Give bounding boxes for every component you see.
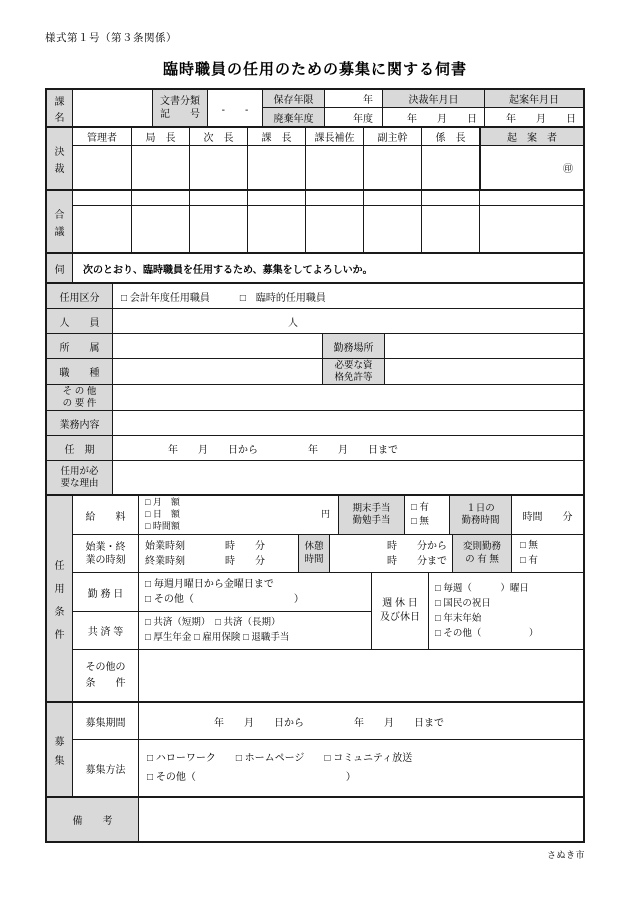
holiday-option-newyear: □ 年末年始 xyxy=(435,613,482,624)
license-field xyxy=(384,359,583,384)
remarks-field xyxy=(138,798,583,841)
mutual-aid-line2: □ 厚生年金 □ 雇用保険 □ 退職手当 xyxy=(145,631,290,643)
inquiry-text: 次のとおり、臨時職員を任用するため、募集をしてよろしいか。 xyxy=(72,254,583,282)
retention-column xyxy=(262,90,324,126)
stamp-cell xyxy=(189,146,247,189)
term-field: 年 月 日から 年 月 日まで xyxy=(112,436,583,460)
retention-label: 保存年限 xyxy=(263,90,324,107)
salary-unit: 円 xyxy=(320,509,330,520)
job-type-label: 職 種 xyxy=(47,359,112,384)
conditions-section xyxy=(47,494,583,701)
section-name-char: 名 xyxy=(54,112,65,124)
consultation-cell xyxy=(305,206,363,252)
headcount-field: 人 xyxy=(112,309,583,333)
section-name-label xyxy=(47,90,72,126)
recruitment-method-label: 募集方法 xyxy=(85,764,126,776)
stamp-cell xyxy=(421,146,479,189)
consultation-cell xyxy=(421,206,479,252)
recruitment-method-options xyxy=(138,740,583,796)
recruitment-option-line1: □ ハローワーク □ ホームページ □ コミュニティ放送 xyxy=(147,753,413,764)
salary-option-hourly: □ 時間額 xyxy=(145,520,180,531)
disposal-unit: 年度 xyxy=(325,107,382,126)
consultation-section-label: 合 議 xyxy=(47,191,72,252)
approval-section xyxy=(47,126,583,189)
doc-class-label: 文書分類 記 号 xyxy=(152,90,207,126)
remarks-section xyxy=(47,796,583,841)
irregular-work-options xyxy=(511,535,583,572)
approver-col-fukushukan: 副主幹 xyxy=(363,128,421,145)
holiday-option-weekly: □ 毎週（ ）曜日 xyxy=(435,582,529,594)
term-label: 任 期 xyxy=(47,436,112,460)
weekly-holiday-label: 週 休 日 及び休日 xyxy=(371,573,428,649)
approval-header-row xyxy=(73,128,583,145)
consultation-cell xyxy=(479,191,583,205)
affiliation-label: 所 属 xyxy=(47,334,112,358)
job-type-field xyxy=(112,359,322,384)
consultation-cell xyxy=(131,191,189,205)
work-hours-label: 始業・終 業の時刻 xyxy=(85,541,126,566)
consultation-cell xyxy=(363,191,421,205)
salary-label: 給 料 xyxy=(85,511,126,523)
weekly-holiday-options xyxy=(428,573,583,649)
consultation-cell xyxy=(247,191,305,205)
form-number: 様式第１号（第３条関係） xyxy=(45,32,177,44)
stamp-cell xyxy=(73,146,131,189)
reason-field xyxy=(112,461,583,494)
row-recruitment-period xyxy=(73,703,583,739)
form-table xyxy=(45,88,585,843)
daily-hours-label: １日の 勤務時間 xyxy=(449,496,511,534)
stamp-cell xyxy=(363,146,421,189)
approver-col-kakaricho: 係 長 xyxy=(421,128,479,145)
draft-date-value: 年 月 日 xyxy=(485,107,583,126)
approver-col-jicho: 次 長 xyxy=(189,128,247,145)
row-other-requirements xyxy=(47,384,583,410)
work-hours-fields xyxy=(138,535,298,572)
workdays-option-weekday: □ 毎週月曜日から金曜日まで xyxy=(145,578,274,590)
other-requirements-field xyxy=(112,385,583,410)
disposal-label: 廃棄年度 xyxy=(263,107,324,126)
consultation-cell xyxy=(73,206,131,252)
approver-col-kanrisha: 管理者 xyxy=(87,133,117,144)
recruitment-section-label: 募 集 xyxy=(47,703,72,796)
holiday-option-national: □ 国民の祝日 xyxy=(435,597,491,609)
detail-section xyxy=(47,282,583,494)
allowance-yes: □ 有 xyxy=(411,501,429,513)
recruitment-period-field: 年 月 日から 年 月 日まで xyxy=(138,703,583,739)
workplace-label: 勤務場所 xyxy=(322,334,384,358)
row-recruitment-method xyxy=(73,739,583,796)
remarks-label: 備 考 xyxy=(47,798,138,841)
holiday-option-other: □ その他（ ） xyxy=(435,628,539,640)
stamp-cell xyxy=(247,146,305,189)
duties-label: 業務内容 xyxy=(47,411,112,435)
other-requirements-label: そ の 他 の 要 件 xyxy=(47,385,112,410)
approval-stamp-row xyxy=(73,145,583,189)
headcount-label: 人 員 xyxy=(47,309,112,333)
section-name-field xyxy=(72,90,152,126)
retention-unit: 年 xyxy=(363,95,373,106)
row-workdays-holidays xyxy=(73,572,583,649)
inquiry-label: 伺 xyxy=(47,254,72,282)
consultation-cell xyxy=(305,191,363,205)
row-salary xyxy=(73,496,583,534)
row-reason xyxy=(47,460,583,494)
daily-hours-field: 時間 分 xyxy=(511,496,583,534)
row-duties xyxy=(47,410,583,435)
stamp-cell xyxy=(305,146,363,189)
consultation-cell xyxy=(247,206,305,252)
form-sheet xyxy=(45,30,585,861)
salary-option-monthly: □ 月 額 xyxy=(145,497,180,508)
salary-options xyxy=(138,496,338,534)
footer-city: さぬき市 xyxy=(546,850,585,860)
consultation-cell xyxy=(131,206,189,252)
header-section xyxy=(47,90,583,126)
consultation-section xyxy=(47,189,583,252)
break-label: 休憩 時間 xyxy=(298,535,329,572)
workdays-label: 勤 務 日 xyxy=(87,588,124,600)
approver-col-kacho: 課 長 xyxy=(247,128,305,145)
start-time-line: 始業時刻 時 分 xyxy=(145,540,265,552)
row-affiliation xyxy=(47,333,583,358)
draft-date-column xyxy=(484,90,583,126)
row-other-conditions xyxy=(73,649,583,701)
drafter-seal-cell xyxy=(479,146,583,189)
allowance-no: □ 無 xyxy=(411,516,429,527)
retention-value-column xyxy=(324,90,382,126)
approval-section-label: 決 裁 xyxy=(47,128,72,189)
row-term xyxy=(47,435,583,460)
duties-field xyxy=(112,411,583,435)
row-mutual-aid xyxy=(73,611,371,649)
section-name-char: 課 xyxy=(54,96,65,108)
seal-icon: ㊞ xyxy=(563,164,573,175)
license-label: 必要な資 格免許等 xyxy=(322,359,384,384)
doc-class-value: - - xyxy=(207,90,262,126)
workplace-field xyxy=(384,334,583,358)
row-work-hours xyxy=(73,534,583,572)
irregular-work-label: 変則勤務 の 有 無 xyxy=(452,535,511,572)
other-conditions-field xyxy=(138,650,583,701)
consultation-cell xyxy=(189,206,247,252)
row-job-type xyxy=(47,358,583,384)
reason-label: 任用が必 要な理由 xyxy=(47,461,112,494)
approval-date-value: 年 月 日 xyxy=(383,107,484,126)
consultation-cell xyxy=(421,191,479,205)
workdays-option-other: □ その他（ ） xyxy=(145,594,304,605)
break-from-line: 時 分から xyxy=(387,540,447,552)
workdays-options xyxy=(138,573,371,611)
consultation-cell xyxy=(479,206,583,252)
allowance-options xyxy=(404,496,449,534)
consultation-stamp-row xyxy=(73,205,583,252)
recruitment-period-label: 募集期間 xyxy=(85,717,126,729)
allowance-label: 期末手当 勤勉手当 xyxy=(338,496,404,534)
approval-date-label: 決裁年月日 xyxy=(383,90,484,107)
consultation-title-row xyxy=(73,191,583,205)
page-title: 臨時職員の任用のための募集に関する伺書 xyxy=(162,61,467,78)
inquiry-section xyxy=(47,252,583,282)
conditions-section-label: 任 用 条 件 xyxy=(47,496,72,701)
break-fields xyxy=(329,535,452,572)
row-appointment-type xyxy=(47,284,583,308)
recruitment-option-other: □ その他（ ） xyxy=(147,772,356,783)
salary-option-daily: □ 日 額 xyxy=(145,509,180,520)
appointment-type-label: 任用区分 xyxy=(47,284,112,308)
other-conditions-label: その他の 条 件 xyxy=(85,661,126,689)
approval-date-column xyxy=(382,90,484,126)
irregular-yes: □ 有 xyxy=(520,554,538,566)
approver-col-kyokucho: 局 長 xyxy=(131,128,189,145)
affiliation-field xyxy=(112,334,322,358)
recruitment-section xyxy=(47,701,583,796)
stamp-cell xyxy=(131,146,189,189)
irregular-no: □ 無 xyxy=(520,540,538,552)
break-to-line: 時 分まで xyxy=(387,555,447,567)
row-workdays xyxy=(73,573,371,611)
mutual-aid-label: 共 済 等 xyxy=(87,627,124,638)
mutual-aid-options xyxy=(138,612,371,649)
consultation-cell xyxy=(363,206,421,252)
draft-date-label: 起案年月日 xyxy=(485,90,583,107)
end-time-line: 終業時刻 時 分 xyxy=(145,555,265,567)
appointment-type-options: □ 会計年度任用職員 □ 臨時的任用職員 xyxy=(112,284,583,308)
mutual-aid-line1: □ 共済（短期） □ 共済（長期） xyxy=(145,616,281,628)
consultation-cell xyxy=(73,191,131,205)
consultation-cell xyxy=(189,191,247,205)
approver-col-kachohosa: 課長補佐 xyxy=(305,128,363,145)
row-headcount xyxy=(47,308,583,333)
drafter-label: 起 案 者 xyxy=(479,128,583,145)
